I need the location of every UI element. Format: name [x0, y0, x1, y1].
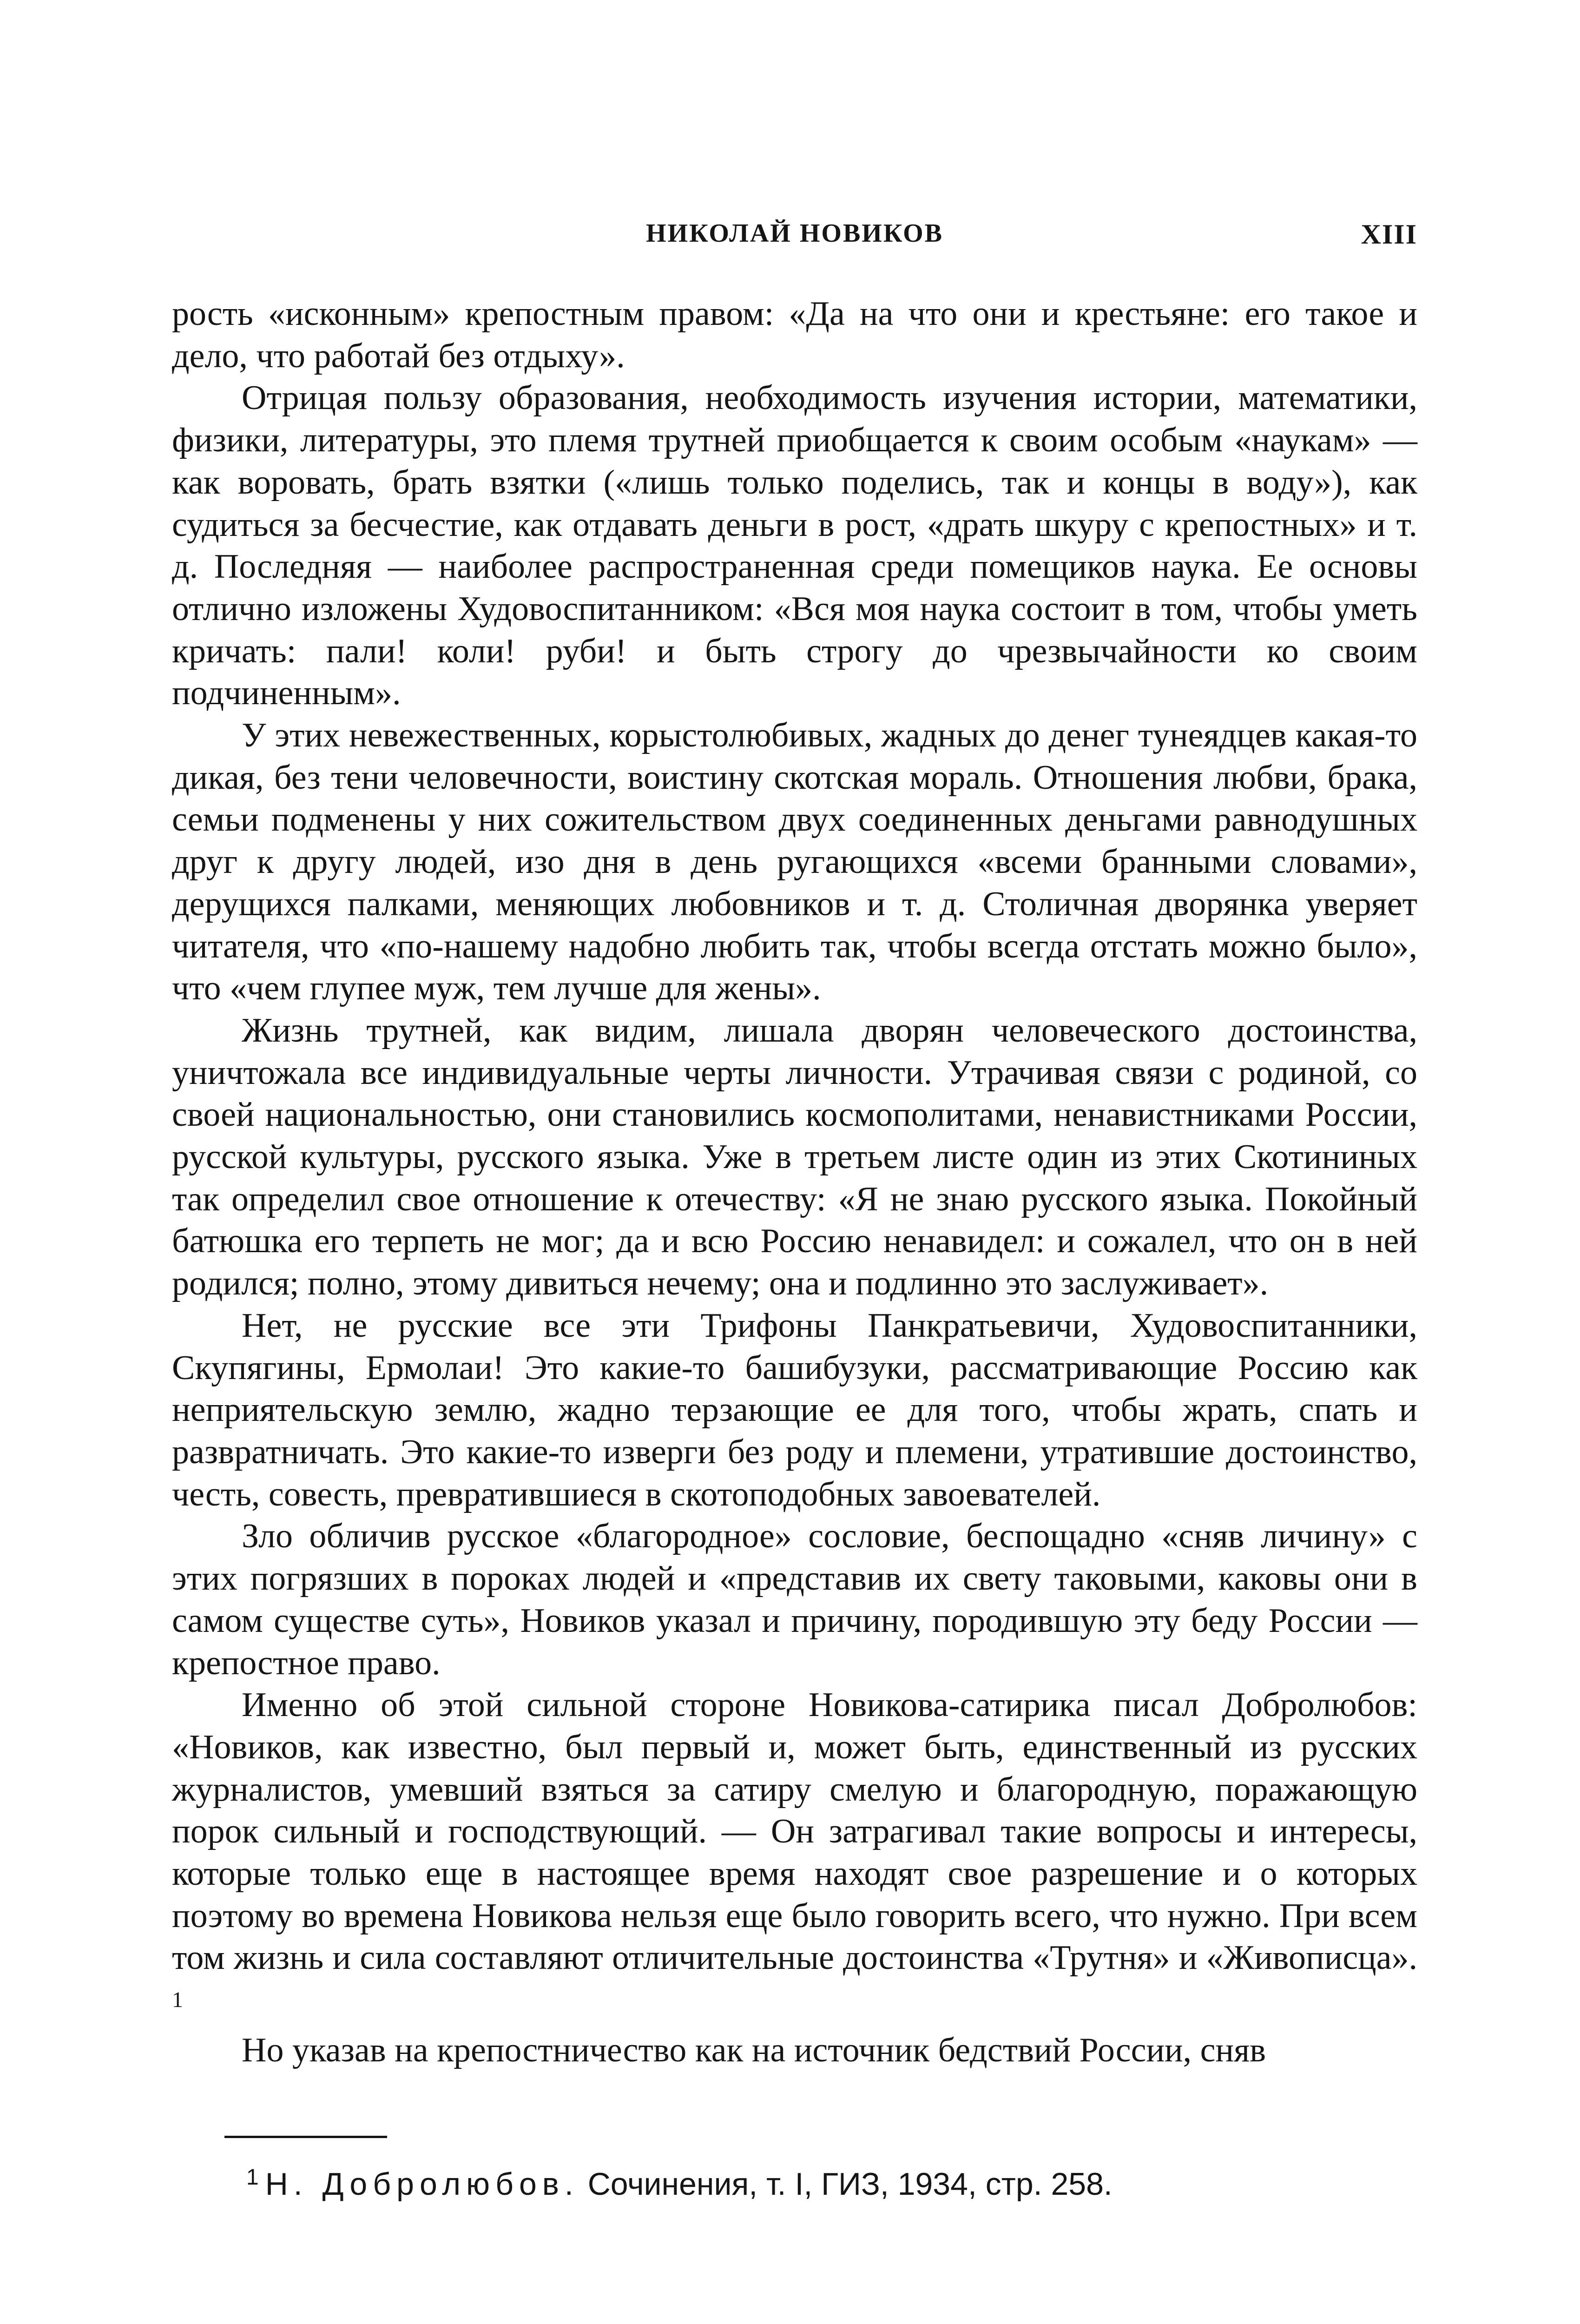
footnote-citation: Сочинения, т. I, ГИЗ, 1934, стр. 258.	[587, 2166, 1113, 2202]
footnote-author: Н. Добролюбов.	[265, 2166, 579, 2202]
running-title: НИКОЛАЙ НОВИКОВ	[646, 219, 943, 248]
paragraph-2: Отрицая пользу образования, необходимость изучения истории, математики, физики, литературы, это племя трутней приобщается к своим особым «наукам» — как воровать, брать взятки («лишь только поделись, так и концы в воду»), как судиться за бесчестие, как отдавать деньги в рост, «драть шкуру с крепостных» и т. д. Последняя — наиболее распространенная среди помещиков наука. Ее основы отлично изложены Худовоспитанником: «Вся моя наука состоит в том, чтобы уметь кричать: пали! коли! руби! и быть строгу до чрезвычайности ко своим подчиненным».	[172, 379, 1417, 713]
footnote-reference: 1	[172, 1987, 183, 2013]
footnote-divider	[224, 2136, 387, 2138]
paragraph-1: рость «исконным» крепостным правом: «Да на что они и крестьяне: его такое и дело, что работай без отдыху».	[172, 295, 1417, 375]
paragraph-7	[172, 1684, 1417, 2029]
footnote-marker: 1	[246, 2165, 259, 2190]
paragraph-5: Нет, не русские все эти Трифоны Панкратьевичи, Худовоспитанники, Скупягины, Ермолаи! Это какие-то башибузуки, рассматривающие Россию как неприятельскую землю, жадно терзающие ее для того, чтобы жрать, спать и развратничать. Это какие-то изверги без роду и племени, утратившие достоинство, честь, совесть, превратившиеся в скотоподобных завоевателей.	[172, 1306, 1417, 1513]
paragraph-4: Жизнь трутней, как видим, лишала дворян человеческого достоинства, уничтожала все индивидуальные черты личности. Утрачивая связи с родиной, со своей национальностью, они становились космополитами, ненавистниками России, русской культуры, русского языка. Уже в третьем листе один из этих Скотининых так определил свое отношение к отечеству: «Я не знаю русского языка. Покойный батюшка его терпеть не мог; да и всю Россию ненавидел: и сожалел, что он в ней родился; полно, этому дивиться нечему; она и подлинно это заслуживает».	[172, 1011, 1417, 1303]
paragraph-3: У этих невежественных, корыстолюбивых, жадных до денег тунеядцев какая-то дикая, без тени человечности, воистину скотская мораль. Отношения любви, брака, семьи подменены у них сожительством двух соединенных деньгами равнодушных друг к другу людей, изо дня в день ругающихся «всеми бранными словами», дерущихся палками, меняющих любовников и т. д. Столичная дворянка уверяет читателя, что «по-нашему надобно любить так, чтобы всегда отстать можно было», что «чем глупее муж, тем лучше для жены».	[172, 716, 1417, 1008]
paragraph-6: Зло обличив русское «благородное» сословие, беспощадно «сняв личину» с этих погрязших в пороках людей и «представив их свету таковыми, каковы они в самом существе суть», Новиков указал и причину, породившую эту беду России — крепостное право.	[172, 1517, 1417, 1682]
running-head	[172, 218, 1417, 256]
footnote	[246, 2157, 1408, 2205]
body-text	[172, 293, 1417, 2072]
page-number: XIII	[1361, 219, 1417, 250]
paragraph-8: Но указав на крепостничество как на источник бедствий России, сняв	[242, 2031, 1266, 2069]
paragraph-7-text: Именно об этой сильной стороне Новикова-сатирика писал Добролюбов: «Новиков, как известно, был первый и, может быть, единственный из русских журналистов, умевший взяться за сатиру смелую и благородную, поражающую порок сильный и господствующий. — Он затрагивал такие вопросы и интересы, которые только еще в настоящее время находят свое разрешение и о которых поэтому во времена Новикова нельзя еще было говорить всего, что нужно. При всем том жизнь и сила составляют отличительные достоинства «Трутня» и «Живописца».	[172, 1686, 1417, 1977]
